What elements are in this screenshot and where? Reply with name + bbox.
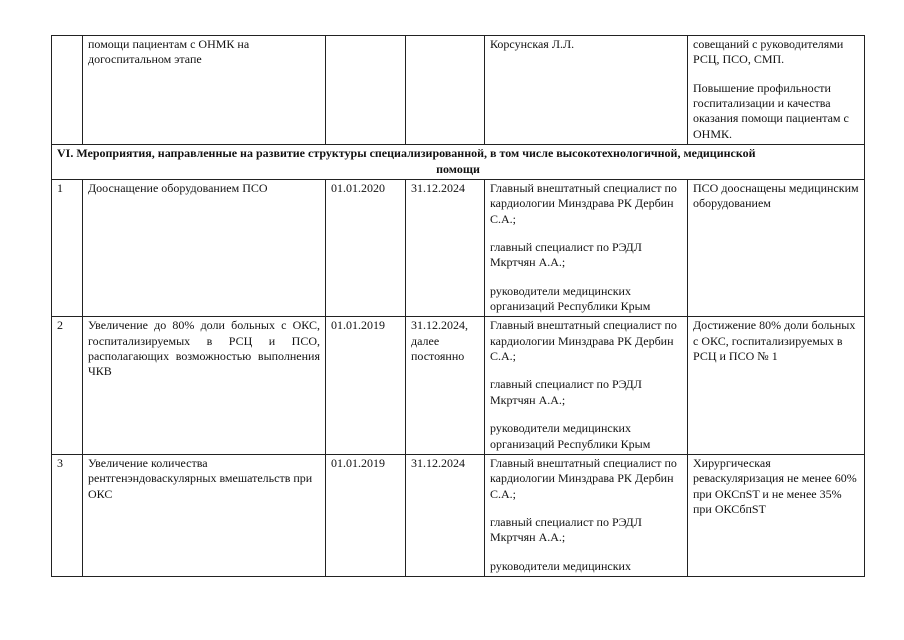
measures-table — [51, 35, 865, 577]
cell-end-date — [406, 36, 485, 145]
cell-end-date: 31.12.2024, далее постоянно — [406, 317, 485, 455]
responsible-line: главный специалист по РЭДЛ Мкртчян А.А.; — [490, 239, 642, 270]
cell-result: ПСО дооснащены медицинским оборудованием — [688, 179, 865, 317]
section-heading-row — [52, 145, 865, 180]
cell-activity: помощи пациентам с ОНМК на догоспитальном этапе — [83, 36, 326, 145]
cell-start-date — [326, 36, 406, 145]
cell-result: Достижение 80% доли больных с ОКС, госпитализируемых в РСЦ и ПСО № 1 — [688, 317, 865, 455]
cell-start-date: 01.01.2019 — [326, 454, 406, 576]
responsible-line: Корсунская Л.Л. — [490, 37, 575, 51]
cell-responsible — [485, 36, 688, 145]
section-heading-line2: помощи — [436, 161, 480, 176]
cell-end-date: 31.12.2024 — [406, 454, 485, 576]
cell-num: 1 — [52, 179, 83, 317]
cell-responsible — [485, 317, 688, 455]
responsible-line: Главный внештатный специалист по кардиологии Минздрава РК Дербин С.А.; — [490, 180, 677, 226]
cell-start-date: 01.01.2019 — [326, 317, 406, 455]
responsible-line: руководители медицинских — [490, 558, 631, 573]
responsible-line: главный специалист по РЭДЛ Мкртчян А.А.; — [490, 377, 642, 407]
cell-activity: Увеличение количества рентгенэндоваскулярных вмешательств при ОКС — [83, 454, 326, 576]
responsible-line: руководители медицинских организаций Республики Крым — [490, 421, 651, 451]
responsible-line: руководители медицинских организаций Республики Крым — [490, 283, 651, 314]
cell-activity: Увеличение до 80% доли больных с ОКС, госпитализируемых в РСЦ и ПСО, располагающих возможностью выполнения ЧКВ — [83, 317, 326, 455]
responsible-line: Главный внештатный специалист по кардиологии Минздрава РК Дербин С.А.; — [490, 455, 677, 501]
cell-num: 2 — [52, 317, 83, 455]
result-line: совещаний с руководителями РСЦ, ПСО, СМП. — [693, 37, 844, 67]
cell-responsible — [485, 179, 688, 317]
cell-end-date: 31.12.2024 — [406, 179, 485, 317]
responsible-line: Главный внештатный специалист по кардиологии Минздрава РК Дербин С.А.; — [490, 318, 677, 364]
table-row — [52, 179, 865, 317]
table-row — [52, 36, 865, 145]
cell-num: 3 — [52, 454, 83, 576]
cell-result: Хирургическая реваскуляризация не менее 60% при ОКСпST и не менее 35% при ОКСбпST — [688, 454, 865, 576]
cell-start-date: 01.01.2020 — [326, 179, 406, 317]
cell-num — [52, 36, 83, 145]
table-row — [52, 317, 865, 455]
result-line: Повышение профильности госпитализации и качества оказания помощи пациентам с ОНМК. — [693, 80, 849, 141]
cell-activity: Дооснащение оборудованием ПСО — [83, 179, 326, 317]
responsible-line: главный специалист по РЭДЛ Мкртчян А.А.; — [490, 514, 642, 545]
section-heading-line1: VI. Мероприятия, направленные на развитие структуры специализированной, в том числе высокотехнологичной, медицинской — [57, 146, 756, 161]
cell-responsible — [485, 454, 688, 576]
section-heading — [52, 145, 865, 180]
cell-result — [688, 36, 865, 145]
table-row — [52, 454, 865, 576]
